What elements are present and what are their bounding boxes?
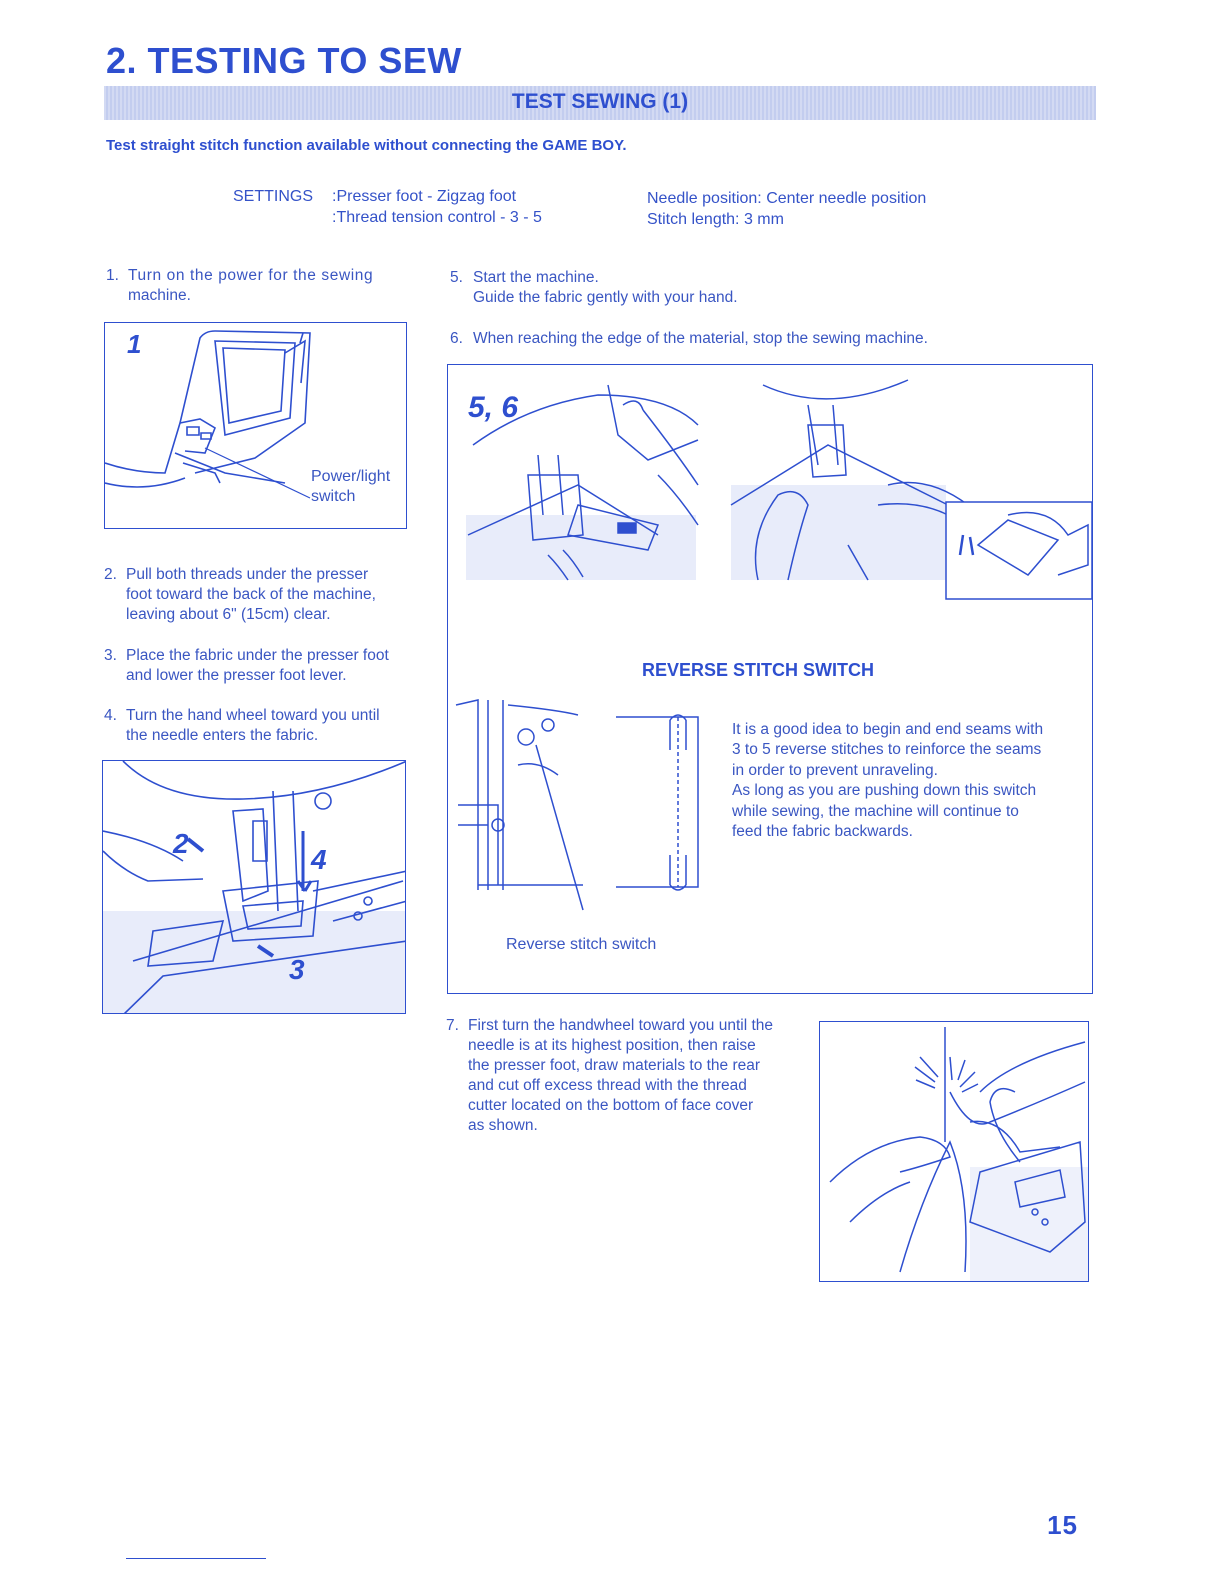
section-banner-label: TEST SEWING (1): [511, 90, 689, 113]
reverse-note-line1: It is a good idea to begin and end seams with: [732, 721, 1044, 738]
step-7-line5: cutter located on the bottom of face cover: [468, 1097, 754, 1114]
step-7-line4: and cut off excess thread with the thread: [468, 1077, 747, 1094]
figure-56-step-label: 5, 6: [468, 391, 519, 424]
step-6-line1: When reaching the edge of the material, stop the sewing machine.: [473, 330, 928, 347]
figure-4-label-4: 4: [311, 844, 327, 875]
power-switch-illustration: [105, 323, 407, 529]
step-2-line2: foot toward the back of the machine,: [126, 586, 376, 603]
step-1-line2: machine.: [128, 287, 191, 304]
step-5: [450, 268, 1010, 310]
page-number: 15: [1047, 1510, 1078, 1540]
step-7: [446, 1016, 796, 1146]
step-4-line2: the needle enters the fabric.: [126, 727, 319, 744]
step-2: [104, 565, 414, 627]
figure-power-switch: [104, 322, 407, 529]
reverse-note-line6: feed the fabric backwards.: [732, 823, 913, 840]
section-banner: [104, 86, 1096, 120]
settings-presser-foot: :Presser foot - Zigzag foot: [332, 188, 517, 205]
step-3-line1: Place the fabric under the presser foot: [126, 647, 389, 664]
footer-rule: [126, 1558, 266, 1559]
power-switch-callout-line2: switch: [311, 488, 356, 505]
step-3: [104, 646, 414, 688]
figure-4-label-3: 3: [289, 954, 305, 985]
reverse-note-line5: while sewing, the machine will continue to: [732, 803, 1019, 820]
step-7-line1: First turn the handwheel toward you until the: [468, 1017, 774, 1034]
reverse-switch-title: REVERSE STITCH SWITCH: [642, 660, 875, 680]
power-switch-callout-line1: Power/light: [311, 468, 391, 485]
step-4: [104, 706, 414, 748]
step-6-number: 6.: [450, 330, 463, 347]
step-3-number: 3.: [104, 647, 117, 664]
step-1-number: 1.: [106, 267, 119, 284]
step-7-line2: needle is at its highest position, then raise: [468, 1037, 756, 1054]
settings-stitch-length: Stitch length: 3 mm: [647, 211, 784, 228]
figure-4-label-2: 2: [173, 828, 189, 859]
step-7-number: 7.: [446, 1017, 459, 1034]
step-1: [106, 266, 416, 308]
reverse-switch-callout: Reverse stitch switch: [506, 936, 657, 953]
reverse-note-line2: 3 to 5 reverse stitches to reinforce the seams: [732, 741, 1042, 758]
step-2-line3: leaving about 6" (15cm) clear.: [126, 606, 331, 623]
sewing-illustration: [448, 365, 1093, 994]
step-6: [450, 329, 1070, 351]
figure-thread-cutter: [819, 1021, 1089, 1282]
step-4-line1: Turn the hand wheel toward you until: [126, 707, 380, 724]
step-7-line3: the presser foot, draw materials to the rear: [468, 1057, 761, 1074]
step-1-line1: Turn on the power for the sewing: [128, 267, 374, 284]
figure-fabric-under-foot: [102, 760, 406, 1014]
step-4-number: 4.: [104, 707, 117, 724]
step-5-number: 5.: [450, 269, 463, 286]
step-7-line6: as shown.: [468, 1117, 538, 1134]
page-title: 2. TESTING TO SEW: [106, 40, 462, 81]
reverse-note-line4: As long as you are pushing down this switch: [732, 782, 1037, 799]
step-2-line1: Pull both threads under the presser: [126, 566, 369, 583]
step-3-line2: and lower the presser foot lever.: [126, 667, 347, 684]
fabric-under-foot-illustration: [103, 761, 406, 1014]
figure-sewing-and-reverse: [447, 364, 1093, 994]
thread-cutter-illustration: [820, 1022, 1089, 1282]
intro-text: Test straight stitch function available without connecting the GAME BOY.: [106, 137, 627, 154]
reverse-note-line3: in order to prevent unraveling.: [732, 762, 938, 779]
step-5-line2: Guide the fabric gently with your hand.: [473, 289, 738, 306]
settings-thread-tension: :Thread tension control - 3 - 5: [332, 209, 542, 226]
settings-needle-position: Needle position: Center needle position: [647, 190, 927, 207]
figure-1-step-label: 1: [127, 329, 142, 359]
step-2-number: 2.: [104, 566, 117, 583]
settings-label: SETTINGS: [233, 188, 314, 205]
step-5-line1: Start the machine.: [473, 269, 599, 286]
